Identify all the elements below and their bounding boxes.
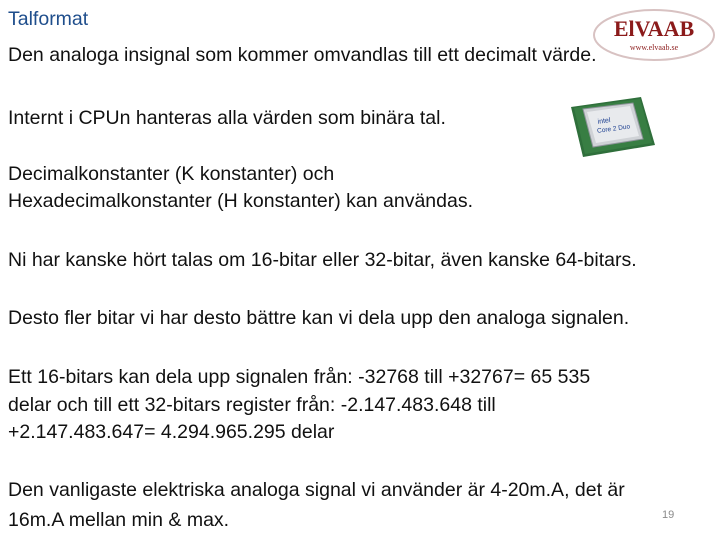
text-line-5: Ni har kanske hört talas om 16-bitar eller 32-bitar, även kanske 64-bitars. (8, 249, 637, 271)
elvaab-logo (590, 6, 718, 66)
text-line-1: Den analoga insignal som kommer omvandlas till ett decimalt värde. (8, 44, 597, 66)
text-line-6: Desto fler bitar vi har desto bättre kan vi dela upp den analoga signalen. (8, 307, 630, 329)
logo-brand-text: ElVAAB (613, 16, 695, 41)
logo-url-text: www.elvaab.se (629, 43, 679, 52)
text-line-10: Den vanligaste elektriska analoga signal vi använder är 4-20m.A, det är (8, 479, 625, 501)
cpu-maker-text: intel (597, 117, 611, 126)
page-number: 19 (662, 509, 675, 521)
text-line-9: +2.147.483.647= 4.294.965.295 delar (8, 421, 335, 443)
cpu-image (563, 93, 659, 161)
text-line-3: Decimalkonstanter (K konstanter) och (8, 163, 335, 185)
text-line-7: Ett 16-bitars kan dela upp signalen från: -32768 till +32767= 65 535 (8, 366, 591, 388)
cpu-label-text: Core 2 Duo (596, 123, 631, 135)
slide-title: Talformat (8, 8, 89, 30)
text-line-11: 16m.A mellan min & max. (8, 509, 230, 531)
text-line-8: delar och till ett 32-bitars register från: -2.147.483.648 till (8, 394, 496, 416)
text-line-2: Internt i CPUn hanteras alla värden som binära tal. (8, 107, 446, 129)
text-line-4: Hexadecimalkonstanter (H konstanter) kan användas. (8, 190, 473, 212)
